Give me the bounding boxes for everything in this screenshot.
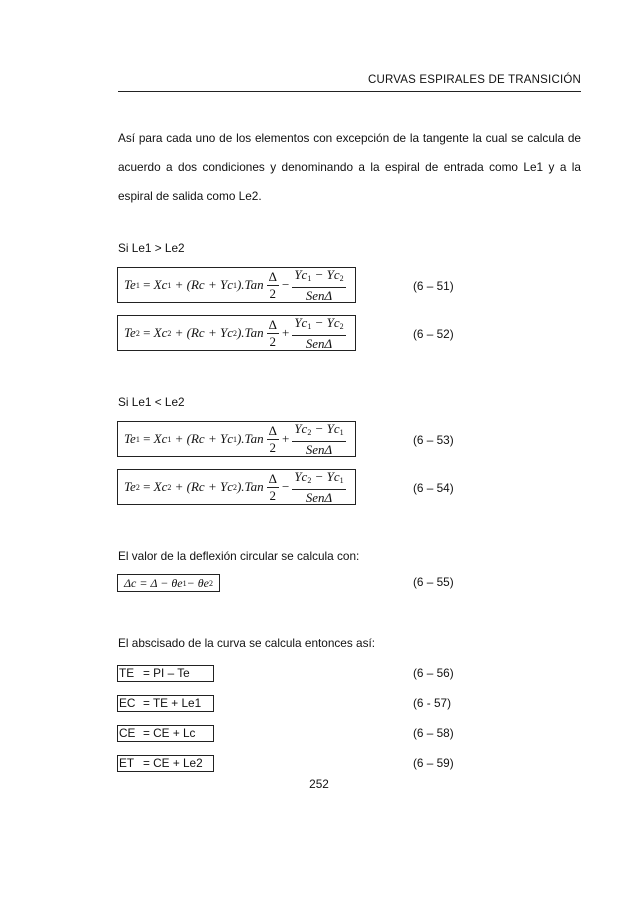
case2-label: Si Le1 < Le2 — [118, 395, 185, 409]
page-number: 252 — [309, 777, 329, 791]
equation-6-51: Te 1 = Xc 1 + (Rc + Yc 1 ).Tan $\frac{\Delta}{2}$ − $\frac{Yc_1 - Yc_2}{\text{SenΔ}}$ — [117, 267, 356, 303]
station-te: TE = PI – Te — [117, 665, 214, 682]
header-rule — [118, 91, 581, 92]
equation-number-6-51: (6 – 51) — [413, 279, 454, 293]
abscisado-text: El abscisado de la curva se calcula entonces así: — [118, 636, 376, 650]
equation-number-6-53: (6 – 53) — [413, 433, 454, 447]
station-ec: EC = TE + Le1 — [117, 695, 214, 712]
intro-paragraph: Así para cada uno de los elementos con excepción de la tangente la cual se calcula de acuerdo a dos condiciones y denominando a la espiral de entrada como Le1 y a la espiral de salida como Le2. — [118, 131, 581, 203]
equation-number-6-56: (6 – 56) — [413, 666, 454, 680]
running-header: CURVAS ESPIRALES DE TRANSICIÓN — [367, 74, 581, 86]
deflection-text: El valor de la deflexión circular se calcula con: — [118, 549, 360, 563]
case1-label: Si Le1 > Le2 — [118, 241, 185, 255]
equation-6-54: Te 2 = Xc 2 + (Rc + Yc 2 ).Tan $\frac{\Delta}{2}$ − $\frac{Yc_2 - Yc_1}{\text{SenΔ}}$ — [117, 469, 356, 505]
equation-6-55: Δc = Δ − θe 1 − θe 2 — [117, 574, 220, 592]
station-et: ET = CE + Le2 — [117, 755, 214, 772]
station-ce: CE = CE + Lc — [117, 725, 214, 742]
equation-6-53: Te 1 = Xc 1 + (Rc + Yc 1 ).Tan $\frac{\Delta}{2}$ + $\frac{Yc_2 - Yc_1}{\text{SenΔ}}$ — [117, 421, 356, 457]
equation-number-6-54: (6 – 54) — [413, 481, 454, 495]
equation-number-6-52: (6 – 52) — [413, 327, 454, 341]
equation-number-6-55: (6 – 55) — [413, 575, 454, 589]
equation-number-6-57: (6 - 57) — [413, 696, 452, 710]
equation-number-6-58: (6 – 58) — [413, 726, 454, 740]
equation-number-6-59: (6 – 59) — [413, 756, 454, 770]
equation-6-52: Te 2 = Xc 2 + (Rc + Yc 2 ).Tan $\frac{\Delta}{2}$ + $\frac{Yc_1 - Yc_2}{\text{SenΔ}}$ — [117, 315, 356, 351]
